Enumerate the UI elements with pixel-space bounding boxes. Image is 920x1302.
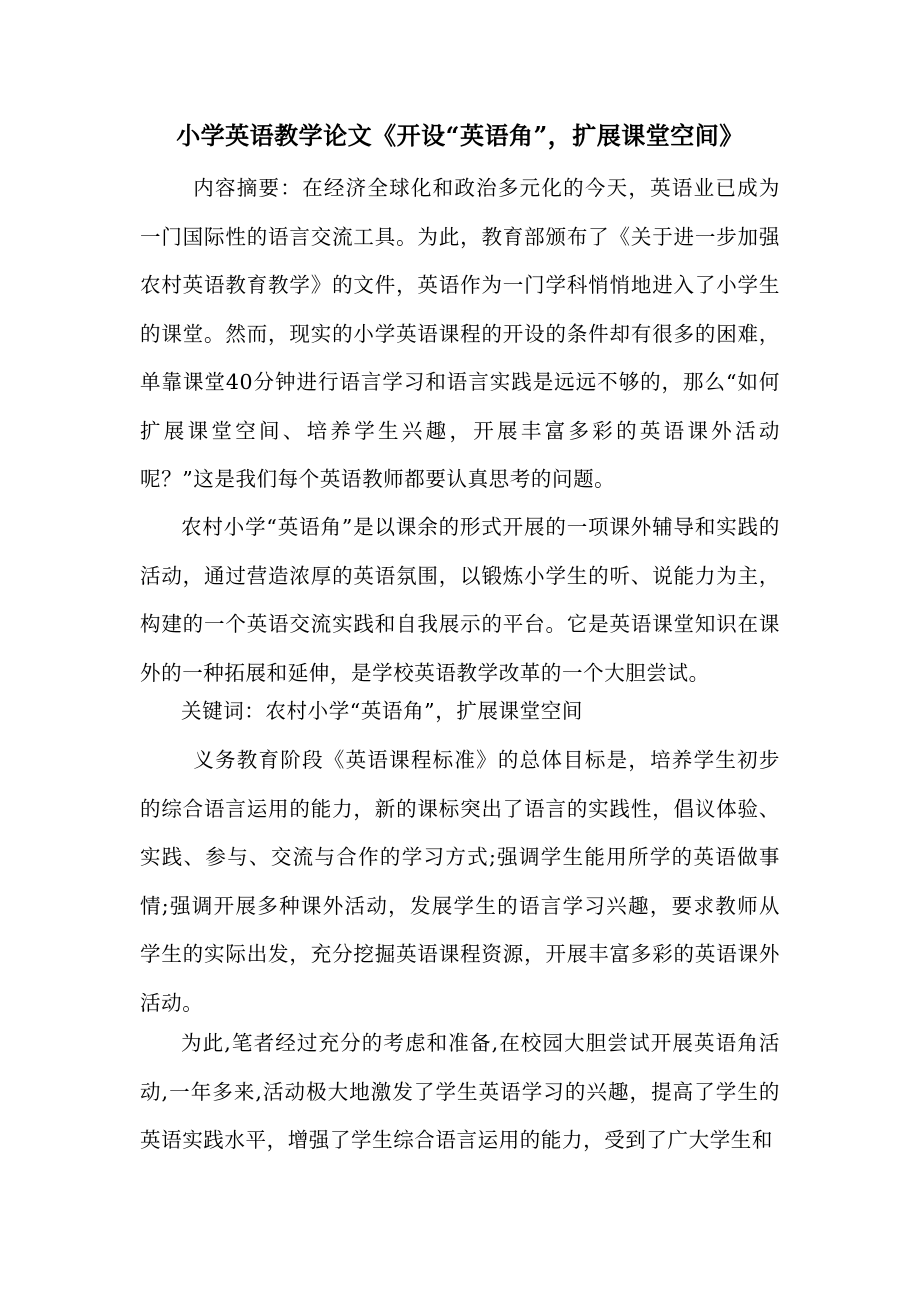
body-paragraph: 为此,笔者经过充分的考虑和准备,在校园大胆尝试开展英语角活动,一年多来,活动极大地激发了学生英语学习的兴趣，提高了学生的英语实践水平，增强了学生综合语言运用的能力，受到了广大学生和 [140,1031,780,1152]
document-title: 小学英语教学论文《开设“英语角”，扩展课堂空间》 [176,121,744,150]
keywords-paragraph: 关键词：农村小学“英语角”，扩展课堂空间 [181,699,583,723]
abstract-paragraph: 内容摘要：在经济全球化和政治多元化的今天，英语业已成为一门国际性的语言交流工具。为此，教育部颁布了《关于进一步加强农村英语教育教学》的文件，英语作为一门学科悄悄地进入了小学生的课堂。然而，现实的小学英语课程的开设的条件却有很多的困难，单靠课堂40分钟进行语言学习和语言实践是远远不够的，那么“如何扩展课堂空间、培养学生兴趣，开展丰富多彩的英语课外活动呢？”这是我们每个英语教师都要认真思考的问题。 [140,176,780,491]
body-paragraph: 义务教育阶段《英语课程标准》的总体目标是，培养学生初步的综合语言运用的能力，新的课标突出了语言的实践性，倡议体验、实践、参与、交流与合作的学习方式;强调学生能用所学的英语做事情;强调开展多种课外活动，发展学生的语言学习兴趣，要求教师从学生的实际出发，充分挖掘英语课程资源，开展丰富多彩的英语课外活动。 [140,748,780,1015]
body-paragraph: 农村小学“英语角”是以课余的形式开展的一项课外辅导和实践的活动，通过营造浓厚的英语氛围，以锻炼小学生的听、说能力为主，构建的一个英语交流实践和自我展示的平台。它是英语课堂知识在课外的一种拓展和延伸，是学校英语教学改革的一个大胆尝试。 [140,515,780,685]
